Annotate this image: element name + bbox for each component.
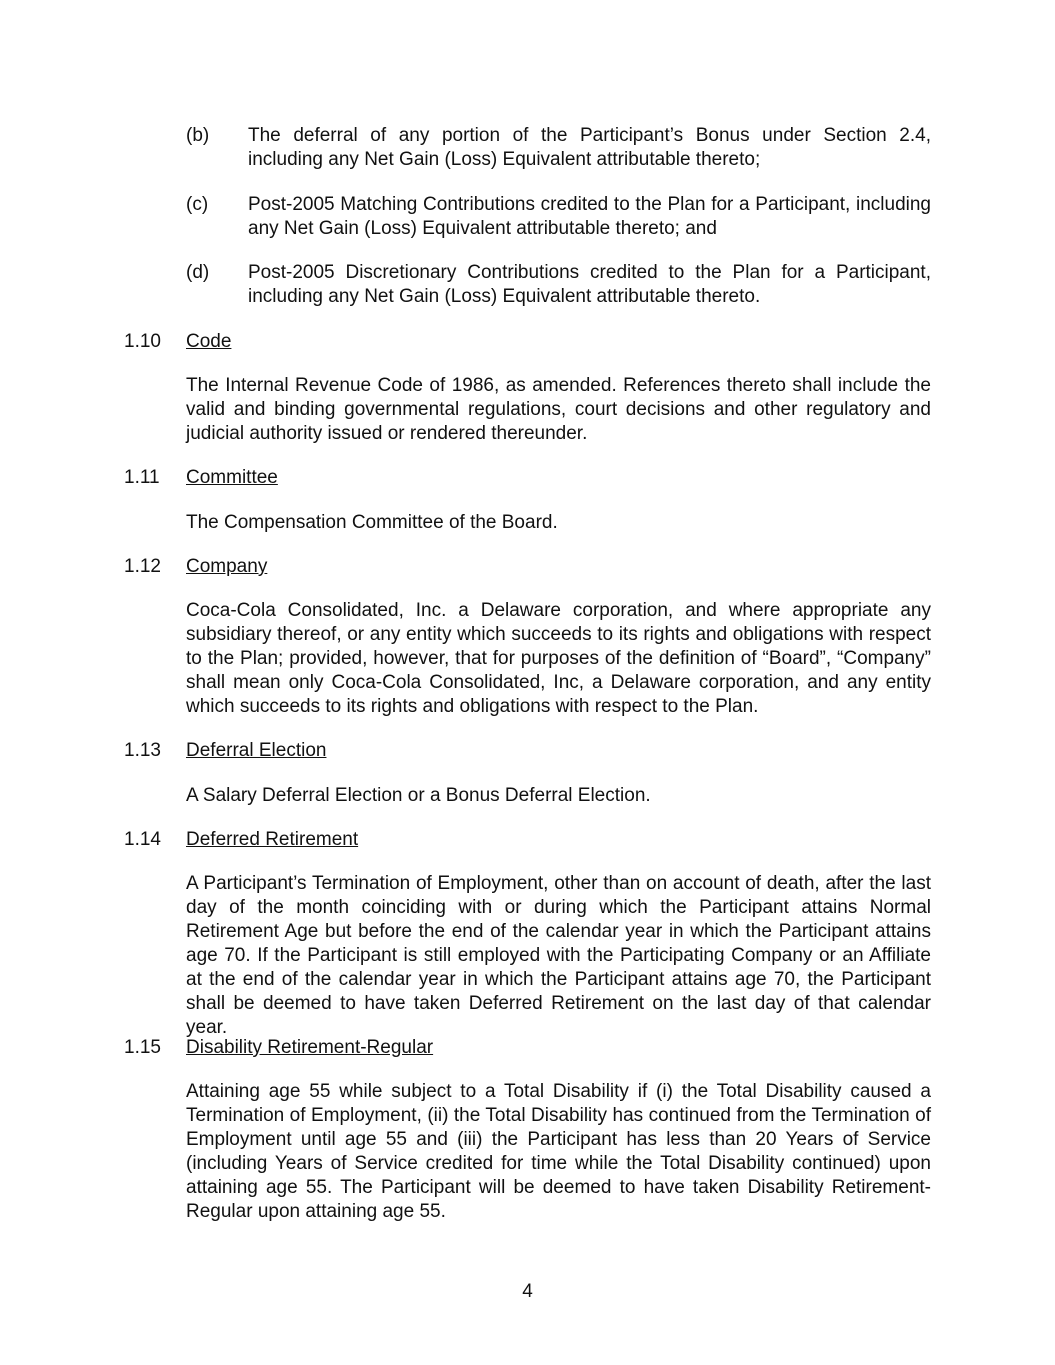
section-title: Committee [186, 467, 278, 488]
section-number: 1.14 [124, 829, 161, 850]
section-title: Code [186, 331, 232, 352]
section-title: Deferred Retirement [186, 829, 359, 850]
section-heading-deferral-election [124, 739, 326, 763]
sub-item-label: (c) [186, 194, 209, 215]
sub-item-text: The deferral of any portion of the Participant’s Bonus under Section 2.4, including any Net Gain (Loss) Equivalent attributable thereto; [248, 125, 931, 170]
section-body-deferral-election: A Salary Deferral Election or a Bonus Deferral Election. [186, 785, 651, 806]
section-number: 1.10 [124, 331, 161, 352]
section-title: Company [186, 556, 268, 577]
sub-item-text: Post-2005 Matching Contributions credited to the Plan for a Participant, including any Net Gain (Loss) Equivalent attributable thereto; and [248, 194, 931, 239]
page-number: 4 [522, 1281, 533, 1302]
sub-item-c [186, 193, 931, 241]
section-heading-deferred-retirement [124, 828, 358, 852]
section-body-code: The Internal Revenue Code of 1986, as amended. References thereto shall include the valid and binding governmental regulations, court decisions and other regulatory and judicial authority issued or rendered thereunder. [186, 375, 931, 444]
sub-item-b [186, 124, 931, 172]
section-heading-committee [124, 466, 278, 490]
sub-item-label: (d) [186, 262, 210, 283]
sub-item-label: (b) [186, 125, 210, 146]
section-number: 1.15 [124, 1037, 161, 1058]
section-body-disability-retirement: Attaining age 55 while subject to a Total Disability if (i) the Total Disability caused a Termination of Employment, (ii) the Total Disability has continued from the Termination of Employment until age 55 and (iii) the Participant has less than 20 Years of Service (including Years of Service credited for time while the Total Disability continued) upon attaining age 55. The Participant will be deemed to have taken Disability Retirement-Regular upon attaining age 55. [186, 1081, 931, 1222]
section-heading-disability-retirement [124, 1036, 433, 1060]
section-title: Deferral Election [186, 740, 327, 761]
section-body-deferred-retirement: A Participant’s Termination of Employment, other than on account of death, after the last day of the month coinciding with or during which the Participant attains Normal Retirement Age but before the end of the calendar year in which the Participant attains age 70. If the Participant is still employed with the Participating Company or an Affiliate at the end of the calendar year in which the Participant attains age 70, the Participant shall be deemed to have taken Deferred Retirement on the last day of that calendar year. [186, 873, 931, 1038]
section-number: 1.13 [124, 740, 161, 761]
sub-item-text: Post-2005 Discretionary Contributions credited to the Plan for a Participant, including any Net Gain (Loss) Equivalent attributable thereto. [248, 262, 931, 307]
section-title: Disability Retirement-Regular [186, 1037, 434, 1058]
sub-item-d [186, 261, 931, 309]
section-heading-code [124, 330, 231, 354]
section-number: 1.12 [124, 556, 161, 577]
section-body-committee: The Compensation Committee of the Board. [186, 512, 558, 533]
section-heading-company [124, 555, 267, 579]
section-number: 1.11 [124, 467, 160, 488]
section-body-company: Coca-Cola Consolidated, Inc. a Delaware corporation, and where appropriate any subsidiary thereof, or any entity which succeeds to its rights and obligations with respect to the Plan; provided, however, that for purposes of the definition of “Board”, “Company” shall mean only Coca-Cola Consolidated, Inc, a Delaware corporation, and any entity which succeeds to its rights and obligations with respect to the Plan. [186, 600, 931, 717]
